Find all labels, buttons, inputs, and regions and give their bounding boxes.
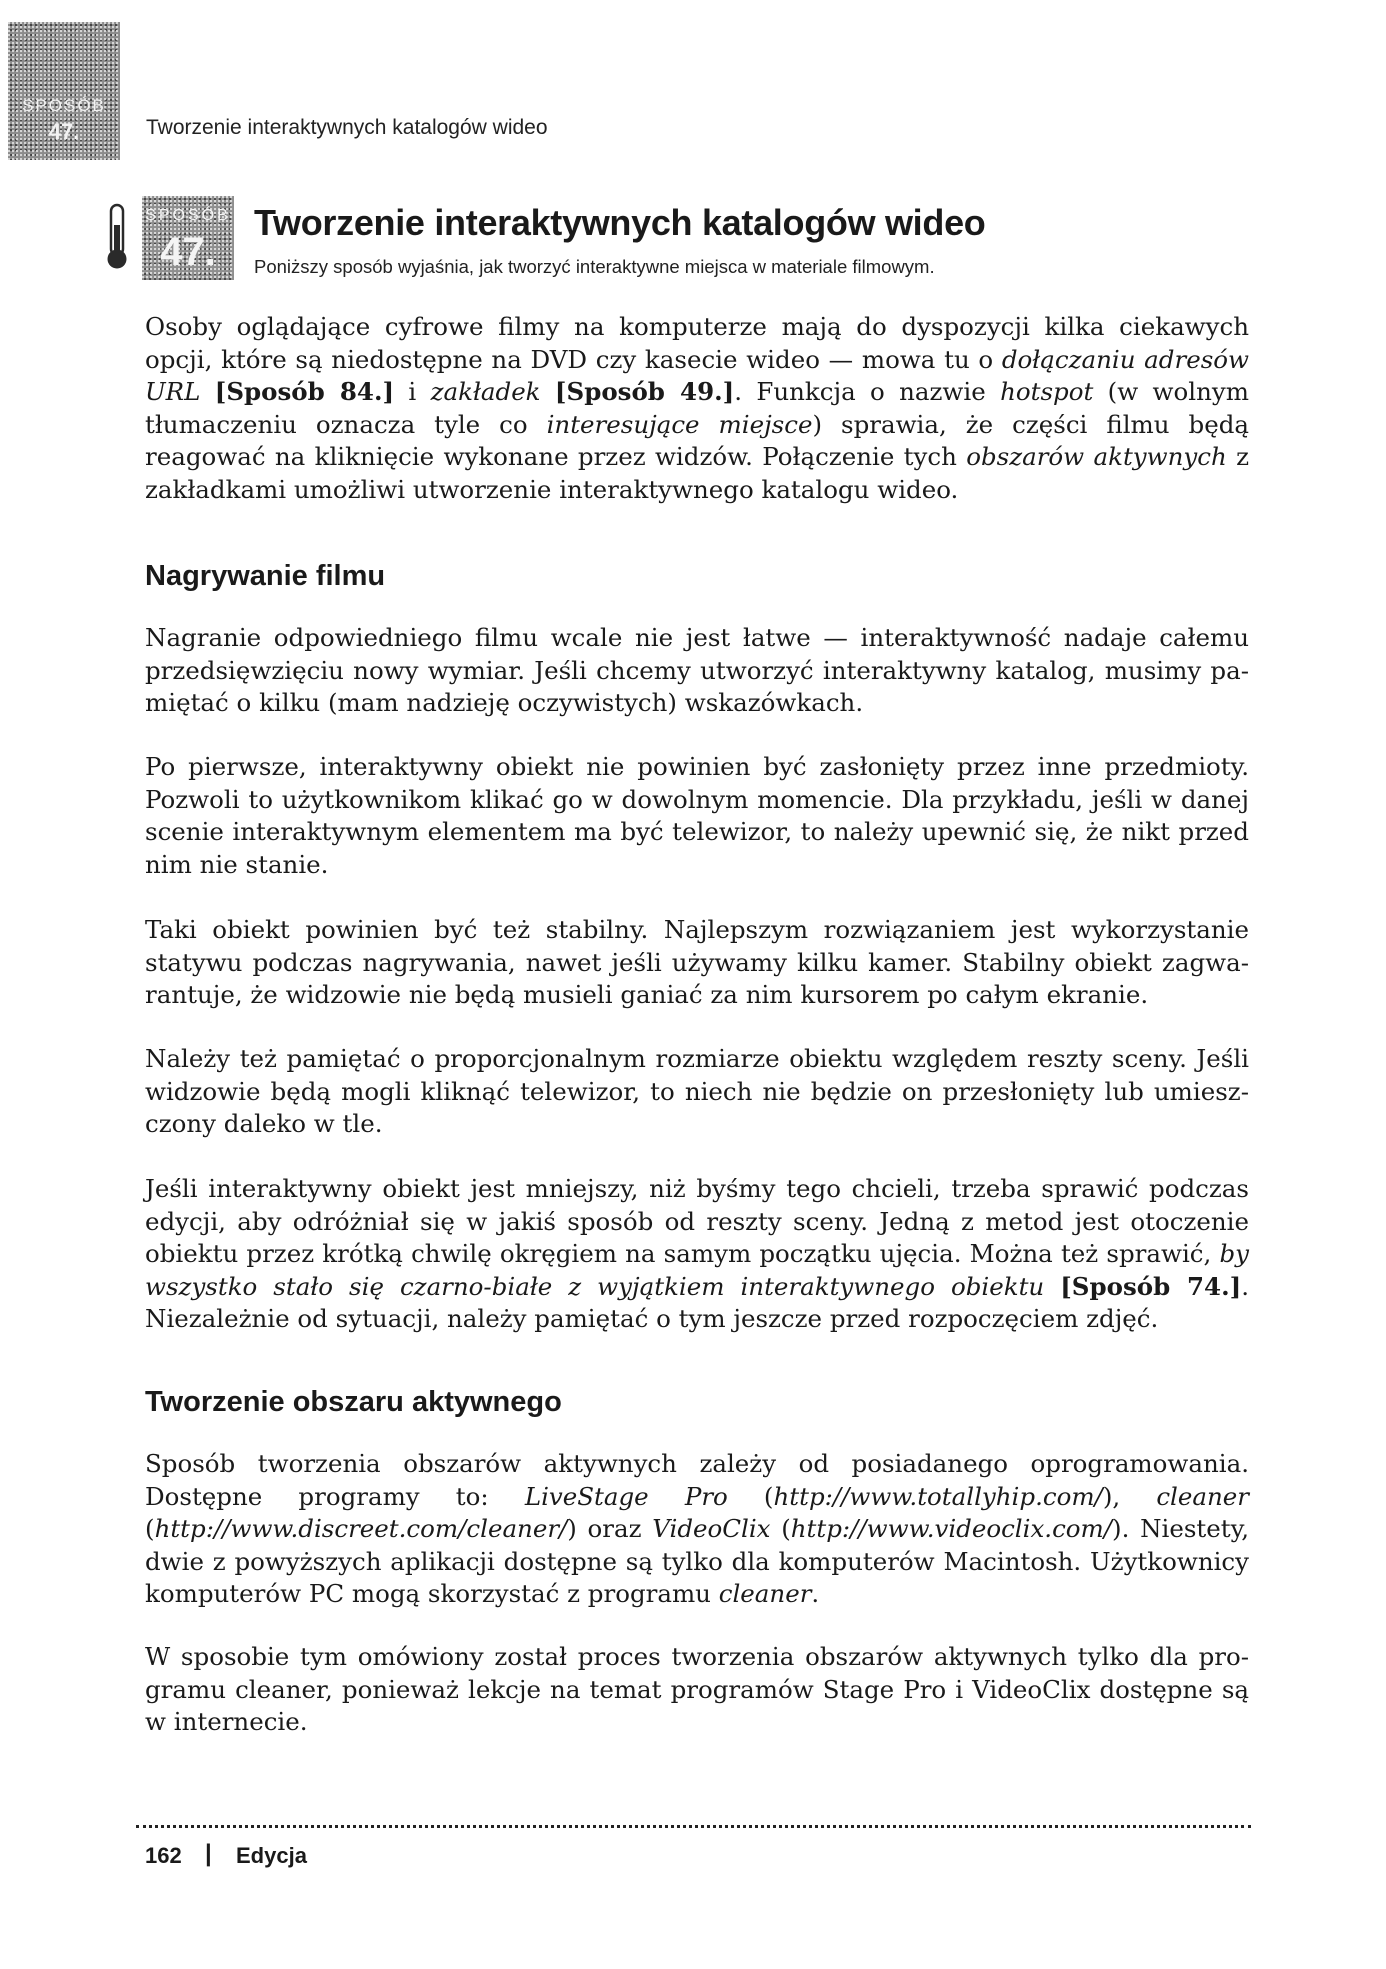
emphasis: dołączaniu adresów URL (145, 344, 1249, 407)
hack-reference: [Sposób 74.] (1060, 1271, 1242, 1301)
footer-divider (136, 1825, 1251, 1828)
section1-paragraph-3: Taki obiekt powinien być też stabilny. Najlepszym rozwiązaniem jest wykorzystanie statywu podczas nagrywania, nawet jeśli używamy kilku kamer. Stabilny obiekt zagwarantuje, że widzowie nie będą musieli ganiać za nim kursorem po całym ekranie. (145, 915, 1249, 1010)
running-header-badge-label: SPOSÓB (22, 96, 106, 115)
url-link[interactable]: http://www.discreet.com/cleaner/ (154, 1514, 568, 1544)
section-heading-nagrywanie: Nagrywanie filmu (145, 560, 386, 592)
running-header-title: Tworzenie interaktywnych katalogów wideo (146, 116, 548, 139)
chapter-badge-number: 47. (160, 230, 216, 274)
emphasis: obszarów aktywnych (966, 442, 1227, 472)
program-name: cleaner (718, 1579, 812, 1609)
hack-reference: [Sposób 84.] (214, 377, 395, 407)
emphasis: interesujące miejsce (546, 409, 813, 439)
section1-paragraph-5: Jeśli interaktywny obiekt jest mniejszy, niż byśmy tego chcieli, trzeba sprawić podczas edycji, aby odróżniał się w jakiś sposób od reszty sceny. Jedną z metod jest otoczenie obiektu przez krótką chwilę okręgiem na samym początku ujęcia. Można też sprawić, by wszystko stało się czarno-białe z wyjątkiem interaktywnego obiektu [Sposób 74.]. Niezależnie od sytuacji, należy pamiętać o tym jeszcze przed rozpoczęciem zdjęć. (145, 1174, 1249, 1334)
program-name: cleaner (1156, 1481, 1249, 1511)
running-header-badge (8, 22, 120, 160)
emphasis: by wszystko stało się czarno-białe z wyjątkiem interaktywnego obiektu (145, 1239, 1249, 1301)
section-heading-tworzenie: Tworzenie obszaru aktywnego (145, 1386, 562, 1418)
chapter-subtitle: Poniższy sposób wyjaśnia, jak tworzyć interaktywne miejsca w materiale filmowym. (254, 256, 935, 277)
section2-paragraph-2: W sposobie tym omówiony został proces tworzenia obszarów aktywnych tylko dla programu cleaner, ponieważ lekcje na temat programów Stage Pro i VideoClix dostępne są w internecie. (145, 1642, 1249, 1737)
url-link[interactable]: http://www.totallyhip.com/ (773, 1481, 1103, 1511)
chapter-title: Tworzenie interaktywnych katalogów wideo (254, 202, 986, 243)
chapter-badge-label: SPOSÓB (145, 207, 231, 224)
chapter-badge (142, 196, 234, 280)
hack-reference: [Sposób 49.] (554, 377, 735, 407)
section1-paragraph-4: Należy też pamiętać o proporcjonalnym rozmiarze obiektu względem reszty sceny. Jeśli widzowie będą mogli kliknąć telewizor, to niech nie będzie on przesłonięty lub umieszczony daleko w tle. (145, 1044, 1249, 1139)
program-name: VideoClix (652, 1514, 771, 1544)
footer-section-name: Edycja (236, 1843, 307, 1868)
emphasis: zakładek (430, 377, 541, 407)
footer-separator: | (205, 1840, 212, 1867)
thermometer-icon (106, 203, 128, 271)
intro-paragraph: Osoby oglądające cyfrowe filmy na komputerze mają do dyspozycji kilka ciekawych opcji, które są niedostępne na DVD czy kasecie wideo — mowa tu o dołączaniu adresów URL [Sposób 84.] i zakładek [Sposób 49.]. Funkcja o nazwie hotspot (w wolnym tłumaczeniu oznacza tyle co interesujące miejsce) sprawia, że części filmu będą reagować na kliknięcie wykonane przez widzów. Połączenie tych obszarów aktywnych z zakładkami umożliwi utworzenie interaktywnego katalogu wideo. (145, 312, 1249, 504)
section1-paragraph-2: Po pierwsze, interaktywny obiekt nie powinien być zasłonięty przez inne przedmioty. Pozwoli to użytkownikom klikać go w dowolnym momencie. Dla przykładu, jeśli w danej scenie interaktywnym elementem ma być telewizor, to należy upewnić się, że nikt przed nim nie stanie. (145, 752, 1249, 879)
section2-paragraph-1: Sposób tworzenia obszarów aktywnych zależy od posiadanego oprogramowania. Dostępne programy to: LiveStage Pro (http://www.totallyhip.com/), cleaner (http://www.discreet.com/cleaner/) oraz VideoClix (http://www.videoclix.com/). Niestety, dwie z powyższych aplikacji dostępne są tylko dla komputerów Macintosh. Użytkownicy komputerów PC mogą skorzystać z programu cleaner. (145, 1449, 1249, 1609)
section1-paragraph-1: Nagranie odpowiedniego filmu wcale nie jest łatwe — interaktywność nadaje całemu przedsięwzięciu nowy wymiar. Jeśli chcemy utworzyć interaktywny katalog, musimy pamiętać o kilku (mam nadzieję oczywistych) wskazówkach. (145, 623, 1249, 718)
url-link[interactable]: http://www.videoclix.com/ (790, 1514, 1113, 1544)
running-header-badge-number: 47. (48, 119, 80, 144)
emphasis: hotspot (1000, 377, 1094, 407)
program-name: LiveStage Pro (524, 1481, 728, 1511)
page-number: 162 (145, 1843, 182, 1868)
